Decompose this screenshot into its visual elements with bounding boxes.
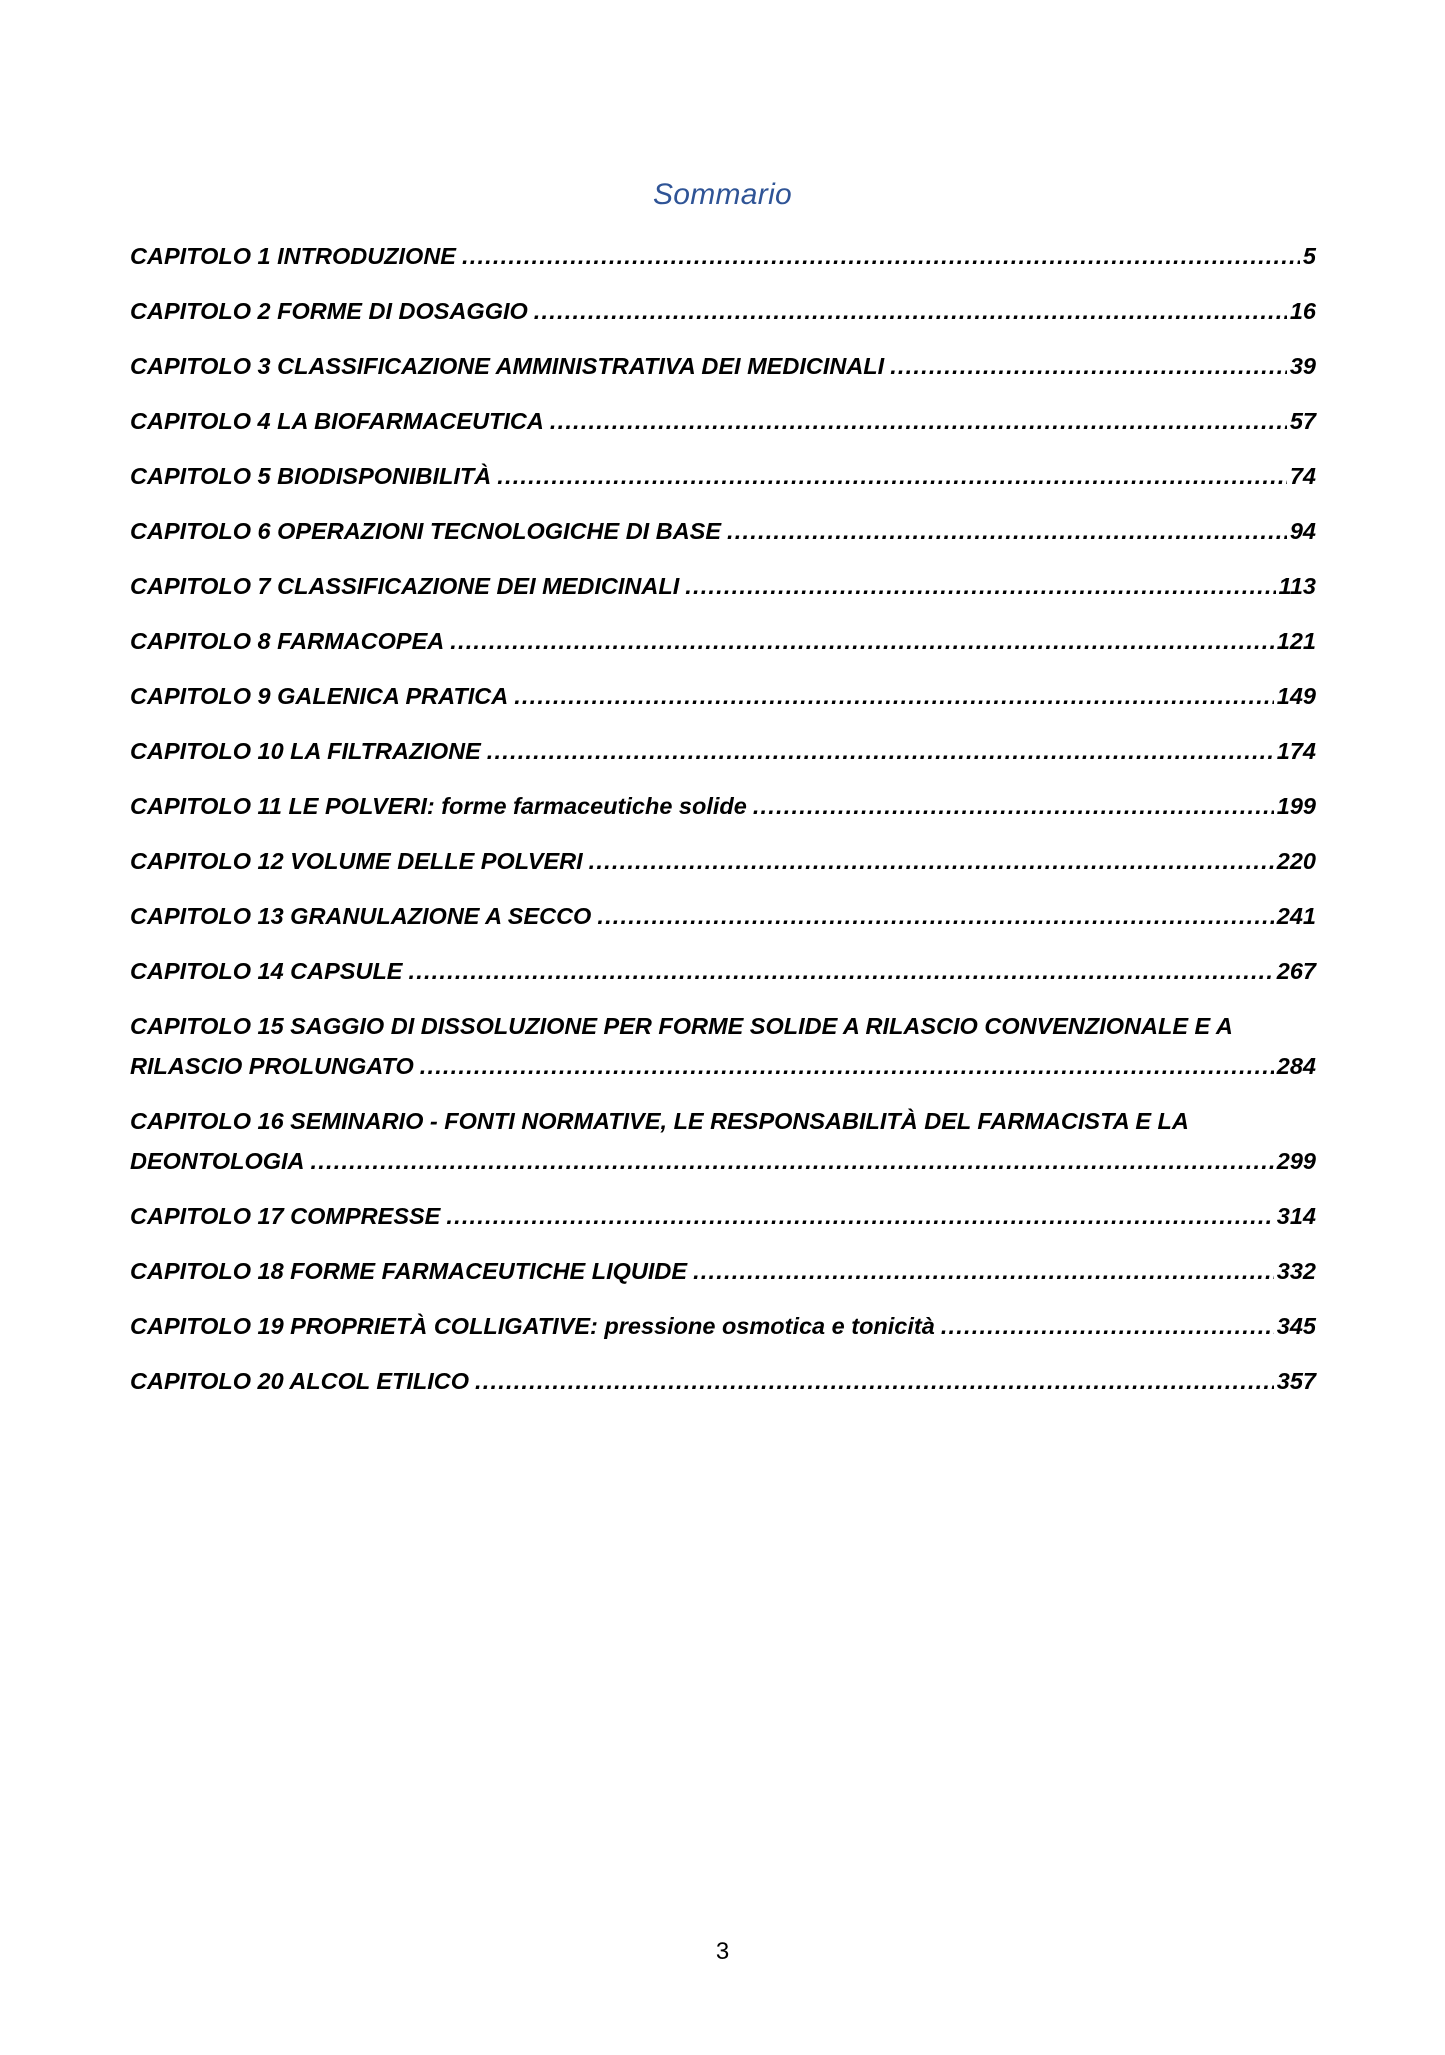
dot-leader — [462, 236, 1300, 276]
toc-entry-line — [130, 621, 1316, 661]
toc-entry-line — [130, 566, 1316, 606]
toc-entry[interactable] — [130, 401, 1316, 441]
toc-entry-title — [130, 1196, 440, 1236]
toc-entry[interactable] — [130, 786, 1316, 826]
toc-entry-title — [130, 676, 508, 716]
toc-entry-title-text: CAPITOLO 4 LA BIOFARMACEUTICA — [130, 408, 544, 434]
toc-entry[interactable] — [130, 1101, 1316, 1181]
toc-entry-title — [130, 951, 402, 991]
dot-leader — [408, 951, 1273, 991]
toc-entry-title — [130, 1361, 469, 1401]
toc-entry-page-number: 357 — [1276, 1368, 1316, 1394]
toc-entry[interactable] — [130, 1196, 1316, 1236]
dot-leader — [446, 1196, 1273, 1236]
toc-entry-title-text: CAPITOLO 10 LA FILTRAZIONE — [130, 738, 481, 764]
toc-entry-page-number: 241 — [1276, 903, 1316, 929]
toc-entry-page-number: 299 — [1276, 1148, 1316, 1174]
toc-entry-title-text: CAPITOLO 11 LE POLVERI: — [130, 793, 435, 819]
toc-entry-title-text: CAPITOLO 17 COMPRESSE — [130, 1203, 441, 1229]
toc-entry-title-line: CAPITOLO 15 SAGGIO DI DISSOLUZIONE PER FORME SOLIDE A RILASCIO CONVENZIONALE E A — [130, 1013, 1233, 1039]
toc-entry-line — [130, 951, 1316, 991]
toc-entry-title-text: CAPITOLO 8 FARMACOPEA — [130, 628, 445, 654]
toc-entry-title-text: CAPITOLO 14 CAPSULE — [130, 958, 403, 984]
page-number: 3 — [715, 1938, 730, 1965]
dot-leader — [890, 346, 1287, 386]
toc-entry[interactable] — [130, 1251, 1316, 1291]
toc-entry-title — [130, 291, 528, 331]
toc-entry-title-text: CAPITOLO 1 INTRODUZIONE — [130, 243, 456, 269]
toc-entry-line — [130, 401, 1316, 441]
toc-entry-line — [130, 1046, 1316, 1086]
toc-title: Sommario — [652, 178, 793, 211]
toc-entry[interactable] — [130, 511, 1316, 551]
toc-entry-title — [130, 236, 456, 276]
dot-leader — [420, 1046, 1274, 1086]
toc-entry-page-number: 174 — [1276, 738, 1316, 764]
dot-leader — [685, 566, 1275, 606]
toc-entry-line — [130, 346, 1316, 386]
toc-entry-page-number: 113 — [1278, 573, 1316, 599]
toc-entry-line — [130, 896, 1316, 936]
toc-entry-page-number: 121 — [1276, 628, 1316, 654]
toc-entry-line — [130, 236, 1316, 276]
toc-entry[interactable] — [130, 621, 1316, 661]
toc-entry-title-text: CAPITOLO 7 CLASSIFICAZIONE DEI MEDICINALI — [130, 573, 680, 599]
toc-entry-title — [130, 1046, 414, 1086]
toc-entry-line — [130, 291, 1316, 331]
toc-entry-page-number: 94 — [1289, 518, 1316, 544]
toc-entry[interactable] — [130, 676, 1316, 716]
toc-entry-page-number: 345 — [1276, 1313, 1316, 1339]
toc-entry[interactable] — [130, 456, 1316, 496]
toc-entry[interactable] — [130, 1306, 1316, 1346]
toc-entry-page-number: 267 — [1276, 958, 1316, 984]
toc-entry-title — [130, 566, 679, 606]
toc-entry-title-text: CAPITOLO 5 BIODISPONIBILITÀ — [130, 463, 492, 489]
toc-entry-page-number: 74 — [1289, 463, 1316, 489]
toc-entry-page-number: 332 — [1276, 1258, 1316, 1284]
toc-entry[interactable] — [130, 951, 1316, 991]
dot-leader — [534, 291, 1287, 331]
toc-entry-title-text: CAPITOLO 9 GALENICA PRATICA — [130, 683, 509, 709]
toc-entry-line — [130, 456, 1316, 496]
toc-entry-title — [130, 1306, 935, 1346]
toc-entry[interactable] — [130, 566, 1316, 606]
toc-entry-page-number: 284 — [1276, 1053, 1316, 1079]
toc-entry-line — [130, 841, 1316, 881]
dot-leader — [550, 401, 1287, 441]
toc-entry-title-text: CAPITOLO 12 VOLUME DELLE POLVERI — [130, 848, 583, 874]
table-of-contents — [130, 236, 1316, 1416]
toc-entry[interactable] — [130, 731, 1316, 771]
toc-entry-line — [130, 1306, 1316, 1346]
toc-entry-title — [130, 731, 481, 771]
toc-entry[interactable] — [130, 236, 1316, 276]
toc-entry-line — [130, 731, 1316, 771]
toc-entry-title — [130, 401, 544, 441]
toc-entry-title-text: CAPITOLO 18 FORME FARMACEUTICHE LIQUIDE — [130, 1258, 688, 1284]
dot-leader — [311, 1141, 1274, 1181]
toc-entry-title-text: CAPITOLO 3 CLASSIFICAZIONE AMMINISTRATIVA DEI MEDICINALI — [130, 353, 885, 379]
toc-entry[interactable] — [130, 896, 1316, 936]
toc-entry-page-number: 199 — [1276, 793, 1316, 819]
dot-leader — [514, 676, 1274, 716]
toc-entry-title — [130, 896, 591, 936]
toc-entry-title-line: CAPITOLO 16 SEMINARIO - FONTI NORMATIVE, LE RESPONSABILITÀ DEL FARMACISTA E LA — [130, 1108, 1189, 1134]
toc-entry-title-text: CAPITOLO 6 OPERAZIONI TECNOLOGICHE DI BASE — [130, 518, 722, 544]
toc-entry-title-text: DEONTOLOGIA — [130, 1148, 305, 1174]
dot-leader — [589, 841, 1274, 881]
toc-entry-page-number: 16 — [1289, 298, 1316, 324]
toc-entry-title — [130, 456, 491, 496]
toc-entry-line — [130, 1141, 1316, 1181]
toc-entry[interactable] — [130, 841, 1316, 881]
toc-entry-title — [130, 511, 721, 551]
toc-entry-title-text: CAPITOLO 20 ALCOL ETILICO — [130, 1368, 470, 1394]
toc-entry-page-number: 149 — [1276, 683, 1316, 709]
toc-entry-title-text: RILASCIO PROLUNGATO — [130, 1053, 414, 1079]
dot-leader — [475, 1361, 1274, 1401]
toc-entry[interactable] — [130, 1361, 1316, 1401]
toc-entry-subtitle: forme farmaceutiche solide — [434, 793, 747, 819]
dot-leader — [941, 1306, 1274, 1346]
toc-entry-line — [130, 1361, 1316, 1401]
toc-entry[interactable] — [130, 291, 1316, 331]
dot-leader — [693, 1251, 1274, 1291]
toc-entry-page-number: 220 — [1276, 848, 1316, 874]
toc-entry-line — [130, 786, 1316, 826]
dot-leader — [727, 511, 1287, 551]
toc-entry[interactable] — [130, 1006, 1316, 1086]
toc-entry-title — [130, 786, 747, 826]
toc-entry-title-text: CAPITOLO 13 GRANULAZIONE A SECCO — [130, 903, 592, 929]
toc-entry-page-number: 39 — [1289, 353, 1316, 379]
toc-entry[interactable] — [130, 346, 1316, 386]
dot-leader — [497, 456, 1287, 496]
toc-entry-line — [130, 676, 1316, 716]
dot-leader — [450, 621, 1274, 661]
toc-entry-title — [130, 346, 884, 386]
toc-entry-title-text: CAPITOLO 2 FORME DI DOSAGGIO — [130, 298, 528, 324]
toc-entry-title-text: CAPITOLO 19 PROPRIETÀ COLLIGATIVE: — [130, 1313, 598, 1339]
toc-entry-title — [130, 841, 583, 881]
toc-entry-line — [130, 1196, 1316, 1236]
dot-leader — [597, 896, 1273, 936]
dot-leader — [753, 786, 1274, 826]
toc-entry-line — [130, 511, 1316, 551]
toc-entry-page-number: 314 — [1276, 1203, 1316, 1229]
toc-entry-page-number: 5 — [1302, 243, 1316, 269]
toc-entry-title — [130, 1141, 305, 1181]
dot-leader — [487, 731, 1274, 771]
toc-entry-page-number: 57 — [1289, 408, 1316, 434]
toc-entry-title — [130, 621, 444, 661]
toc-entry-title — [130, 1251, 687, 1291]
toc-entry-line — [130, 1251, 1316, 1291]
toc-entry-subtitle: pressione osmotica e tonicità — [597, 1313, 935, 1339]
